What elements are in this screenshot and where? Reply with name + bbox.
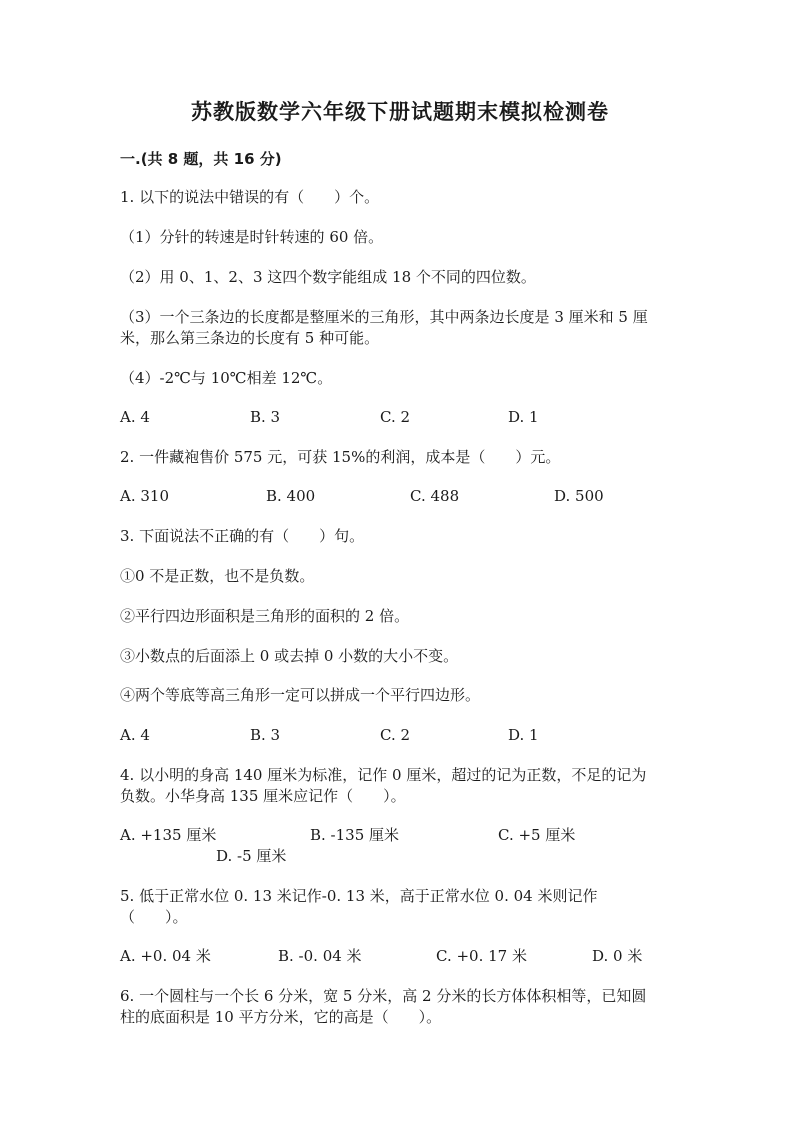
question-5-option-d: D. 0 米 bbox=[592, 947, 643, 965]
section-heading: 一.(共 8 题，共 16 分) bbox=[120, 150, 282, 168]
question-4-option-d: D. -5 厘米 bbox=[216, 847, 287, 865]
question-3-statement-1: ①0 不是正数，也不是负数。 bbox=[120, 567, 315, 585]
page-title: 苏教版数学六年级下册试题期末模拟检测卷 bbox=[191, 100, 609, 124]
question-1-statement-3-line-2: 米，那么第三条边的长度有 5 种可能。 bbox=[120, 329, 380, 347]
question-3-option-c: C. 2 bbox=[380, 726, 411, 744]
question-1-stem: 1. 以下的说法中错误的有（ ）个。 bbox=[120, 188, 380, 206]
question-4-option-c: C. +5 厘米 bbox=[498, 826, 576, 844]
question-3-statement-3: ③小数点的后面添上 0 或去掉 0 小数的大小不变。 bbox=[120, 647, 459, 665]
question-3-option-b: B. 3 bbox=[250, 726, 281, 744]
question-2-option-a: A. 310 bbox=[120, 487, 169, 505]
question-1-option-a: A. 4 bbox=[120, 408, 150, 426]
question-1-option-c: C. 2 bbox=[380, 408, 411, 426]
question-5-option-a: A. +0. 04 米 bbox=[120, 947, 211, 965]
question-4-stem-line-1: 4. 以小明的身高 140 厘米为标准，记作 0 厘米，超过的记为正数，不足的记为 bbox=[120, 766, 647, 784]
question-1-option-b: B. 3 bbox=[250, 408, 281, 426]
question-5-option-c: C. +0. 17 米 bbox=[436, 947, 527, 965]
question-5-option-b: B. -0. 04 米 bbox=[278, 947, 362, 965]
question-2-option-b: B. 400 bbox=[266, 487, 316, 505]
question-6-stem-line-1: 6. 一个圆柱与一个长 6 分米，宽 5 分米，高 2 分米的长方体体积相等，已知圆 bbox=[120, 987, 647, 1005]
question-6-stem-line-2: 柱的底面积是 10 平方分米，它的高是（ ）。 bbox=[120, 1008, 442, 1026]
question-3-option-d: D. 1 bbox=[508, 726, 539, 744]
question-2-option-d: D. 500 bbox=[554, 487, 604, 505]
question-5-stem-line-2: （ ）。 bbox=[120, 908, 188, 926]
question-4-stem-line-2: 负数。小华身高 135 厘米应记作（ ）。 bbox=[120, 787, 406, 805]
question-1-statement-3-line-1: （3）一个三条边的长度都是整厘米的三角形，其中两条边长度是 3 厘米和 5 厘 bbox=[120, 308, 648, 326]
question-1-statement-1: （1）分针的转速是时针转速的 60 倍。 bbox=[120, 228, 384, 246]
question-3-statement-2: ②平行四边形面积是三角形的面积的 2 倍。 bbox=[120, 607, 410, 625]
question-3-stem: 3. 下面说法不正确的有（ ）句。 bbox=[120, 527, 365, 545]
question-1-option-d: D. 1 bbox=[508, 408, 539, 426]
question-1-statement-4: （4）-2℃与 10℃相差 12℃。 bbox=[120, 369, 333, 387]
question-1-statement-2: （2）用 0、1、2、3 这四个数字能组成 18 个不同的四位数。 bbox=[120, 268, 536, 286]
question-2-stem: 2. 一件藏袍售价 575 元，可获 15%的利润，成本是（ ）元。 bbox=[120, 448, 561, 466]
question-2-option-c: C. 488 bbox=[410, 487, 460, 505]
question-4-option-a: A. +135 厘米 bbox=[120, 826, 217, 844]
question-3-statement-4: ④两个等底等高三角形一定可以拼成一个平行四边形。 bbox=[120, 686, 481, 704]
question-5-stem-line-1: 5. 低于正常水位 0. 13 米记作-0. 13 米，高于正常水位 0. 04 米则记作 bbox=[120, 887, 598, 905]
question-4-option-b: B. -135 厘米 bbox=[310, 826, 400, 844]
question-3-option-a: A. 4 bbox=[120, 726, 150, 744]
